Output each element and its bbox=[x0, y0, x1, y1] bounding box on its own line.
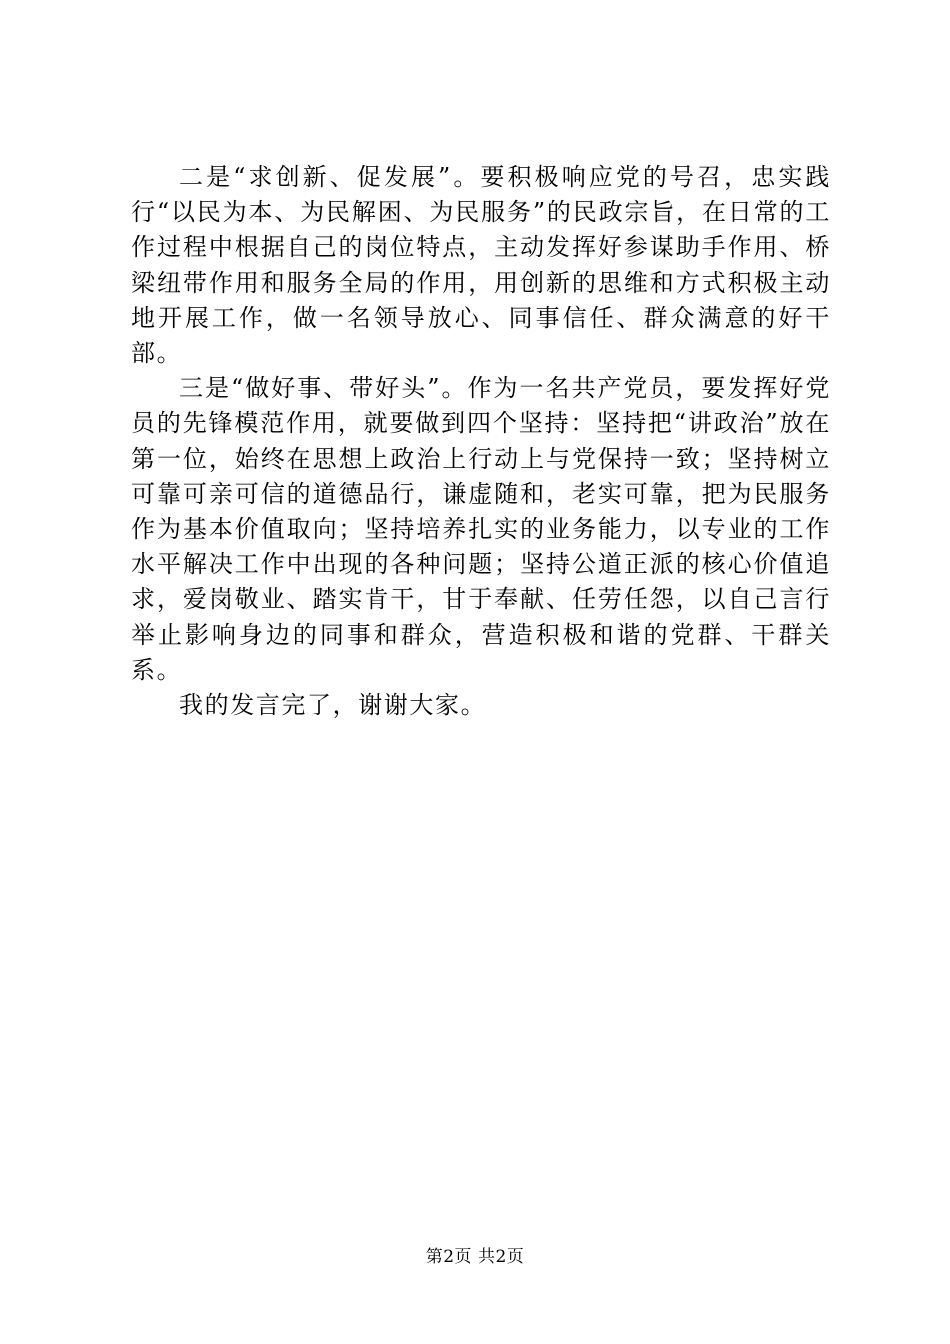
paragraph-innovation: 二是“求创新、促发展”。要积极响应党的号召，忠实践行“以民为本、为民解困、为民服务”的民政宗旨，在日常的工作过程中根据自己的岗位特点，主动发挥好参谋助手作用、桥梁纽带作用和服务全局的作用，用创新的思维和方式积极主动地开展工作，做一名领导放心、同事信任、群众满意的好干部。 bbox=[131, 163, 831, 368]
paragraph-closing: 我的发言完了，谢谢大家。 bbox=[179, 691, 487, 720]
page-footer: 第2页 共2页 bbox=[425, 1247, 525, 1267]
document-body bbox=[131, 160, 831, 723]
paragraph-good-example: 三是“做好事、带好头”。作为一名共产党员，要发挥好党员的先锋模范作用，就要做到四个坚持：坚持把“讲政治”放在第一位，始终在思想上政治上行动上与党保持一致；坚持树立可靠可亲可信的道德品行，谦虚随和，老实可靠，把为民服务作为基本价值取向；坚持培养扎实的业务能力，以专业的工作水平解决工作中出现的各种问题；坚持公道正派的核心价值追求，爱岗敬业、踏实肯干，甘于奉献、任劳任怨，以自己言行举止影响身边的同事和群众，营造积极和谐的党群、干群关系。 bbox=[131, 374, 831, 684]
